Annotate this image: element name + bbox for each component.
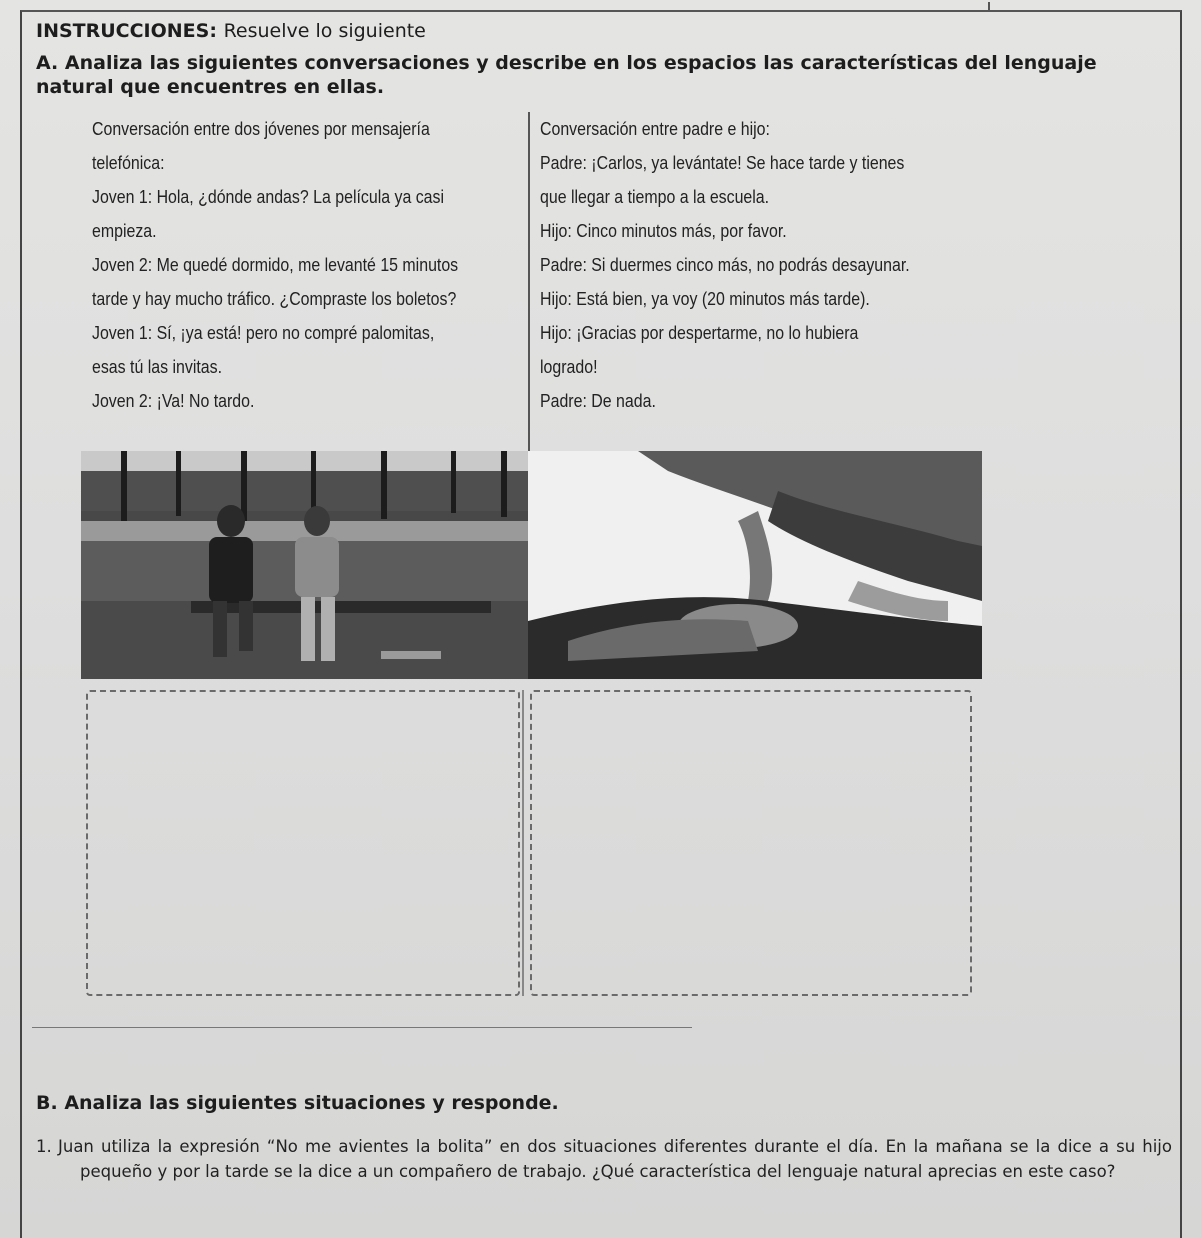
section-separator: [32, 1027, 692, 1028]
conversation-line: telefónica:: [92, 152, 165, 173]
conversation-line: que llegar a tiempo a la escuela.: [540, 186, 770, 207]
conversation-line: empieza.: [92, 220, 157, 241]
conversation-line: Conversación entre padre e hijo:: [540, 118, 770, 139]
column-divider: [528, 112, 530, 452]
conversation-youths: [92, 112, 522, 418]
conversation-line: Padre: Si duermes cinco más, no podrás desayunar.: [540, 254, 910, 275]
conversation-father-son: [540, 112, 979, 418]
question-text: Juan utiliza la expresión “No me avientes la bolita” en dos situaciones diferentes durante el día. En la mañana se la dice a su hijo pequeño y por la tarde se la dice a un compañero de trabajo. ¿Qué característica del lenguaje natural aprecias en este caso?: [58, 1137, 1172, 1181]
frame-tick: [988, 2, 990, 12]
photo-two-youths: [81, 451, 528, 679]
conversation-line: Padre: ¡Carlos, ya levántate! Se hace tarde y tienes: [540, 152, 905, 173]
conversation-line: Hijo: ¡Gracias por despertarme, no lo hubiera: [540, 322, 859, 343]
answer-box-right[interactable]: [530, 690, 972, 996]
answer-box-left[interactable]: [86, 690, 520, 996]
conversation-line: Conversación entre dos jóvenes por mensajería: [92, 118, 430, 139]
conversation-line: Padre: De nada.: [540, 390, 656, 411]
section-b-title: B. Analiza las siguientes situaciones y responde.: [36, 1092, 559, 1114]
conversation-line: Joven 1: Sí, ¡ya está! pero no compré palomitas,: [92, 322, 435, 343]
conversation-line: Hijo: Está bien, ya voy (20 minutos más tarde).: [540, 288, 870, 309]
conversation-line: esas tú las invitas.: [92, 356, 222, 377]
instructions-heading: [36, 19, 426, 43]
section-a-title: A. Analiza las siguientes conversaciones y describe en los espacios las características del lenguaje natural que encuentres en ellas.: [36, 52, 1097, 98]
answer-divider: [522, 690, 524, 996]
question-number: 1.: [36, 1137, 52, 1156]
question-1: [36, 1134, 1172, 1184]
photo-youths-image: [81, 451, 528, 679]
conversation-line: logrado!: [540, 356, 598, 377]
conversation-line: tarde y hay mucho tráfico. ¿Compraste los boletos?: [92, 288, 457, 309]
instructions-text: Resuelve lo siguiente: [223, 20, 426, 42]
conversation-line: Joven 2: ¡Va! No tardo.: [92, 390, 255, 411]
photo-father-son-image: [528, 451, 982, 679]
conversation-line: Joven 2: Me quedé dormido, me levanté 15 minutos: [92, 254, 459, 275]
instructions-label: INSTRUCCIONES:: [36, 20, 217, 42]
photo-father-son: [528, 451, 982, 679]
conversation-line: Hijo: Cinco minutos más, por favor.: [540, 220, 787, 241]
conversation-line: Joven 1: Hola, ¿dónde andas? La película ya casi: [92, 186, 445, 207]
